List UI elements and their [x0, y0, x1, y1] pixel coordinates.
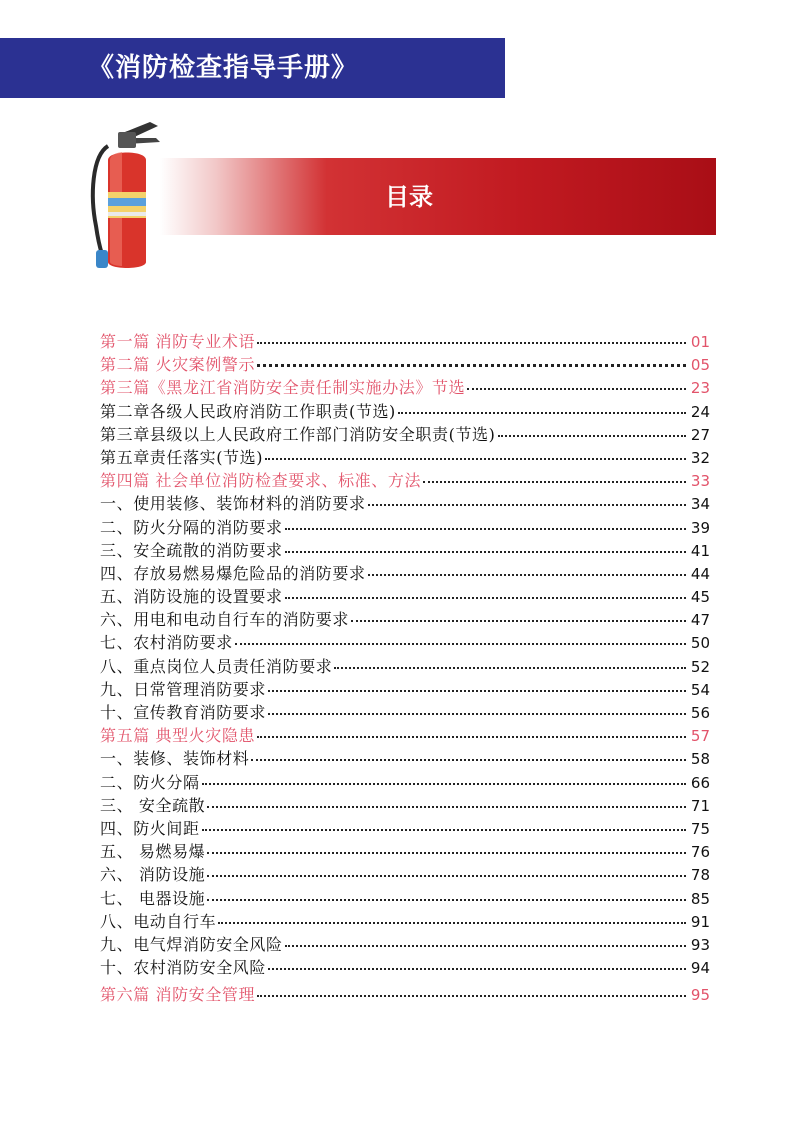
- toc-leader-dots: [257, 338, 686, 344]
- toc-entry-page: 66: [690, 773, 710, 792]
- toc-leader-dots: [207, 895, 686, 901]
- toc-entry-label: 第五章责任落实(节选): [100, 447, 264, 467]
- toc-entry[interactable]: [100, 516, 710, 539]
- toc-entry[interactable]: [100, 608, 710, 631]
- toc-entry[interactable]: [100, 585, 710, 608]
- toc-entry-label: 四、防火间距: [100, 818, 200, 838]
- toc-entry-page: 05: [690, 356, 710, 375]
- toc-entry-page: 32: [690, 448, 710, 467]
- fire-extinguisher-icon: [86, 116, 170, 274]
- toc-entry-page: 58: [690, 750, 710, 769]
- toc-entry-page: 71: [690, 796, 710, 815]
- toc-entry[interactable]: [100, 701, 710, 724]
- toc-banner: [160, 158, 716, 235]
- toc-entry-label: 第一篇 消防专业术语: [100, 332, 256, 351]
- toc-leader-dots: [285, 524, 686, 530]
- toc-entry[interactable]: [100, 771, 710, 794]
- toc-entry-page: 41: [690, 541, 710, 560]
- document-title: 《消防检查指导手册》: [88, 53, 359, 83]
- toc-entry-page: 56: [690, 704, 710, 722]
- toc-leader-dots: [268, 686, 686, 692]
- toc-entry-label: 二、防火分隔: [100, 772, 200, 792]
- toc-entry-label: 第六篇 消防安全管理: [100, 985, 256, 1005]
- toc-entry-page: 91: [690, 912, 710, 931]
- toc-entry[interactable]: [100, 631, 710, 654]
- toc-entry-label: 八、电动自行车: [100, 911, 217, 931]
- toc-entry-label: 七、农村消防要求: [100, 633, 233, 653]
- toc-leader-dots: [235, 639, 686, 645]
- toc-entry-label: 六、用电和电动自行车的消防要求: [100, 610, 350, 630]
- toc-leader-dots: [257, 732, 686, 738]
- toc-entry[interactable]: [100, 423, 710, 446]
- toc-entry[interactable]: [100, 817, 710, 840]
- toc-leader-dots: [398, 408, 686, 414]
- toc-leader-dots: [202, 779, 686, 785]
- toc-leader-dots: [207, 871, 686, 877]
- toc-leader-dots: [207, 848, 686, 854]
- toc-entry-label: 七、 电器设施: [100, 888, 206, 908]
- toc-leader-dots: [498, 431, 687, 437]
- toc-leader-dots: [257, 360, 686, 367]
- toc-entry-page: 47: [690, 611, 710, 630]
- toc-leader-dots: [334, 663, 686, 669]
- toc-leader-dots: [467, 384, 686, 390]
- toc-entry-page: 44: [690, 564, 710, 583]
- toc-entry-label: 第二章各级人民政府消防工作职责(节选): [100, 401, 396, 421]
- toc-entry[interactable]: [100, 539, 710, 562]
- toc-leader-dots: [251, 755, 686, 761]
- toc-entry-label: 三、安全疏散的消防要求: [100, 540, 283, 560]
- toc-leader-dots: [368, 500, 686, 506]
- toc-entry[interactable]: [100, 933, 710, 956]
- toc-entry-label: 九、日常管理消防要求: [100, 679, 267, 699]
- table-of-contents: [100, 330, 710, 1006]
- toc-leader-dots: [218, 918, 686, 924]
- toc-entry-page: 52: [690, 657, 710, 676]
- toc-entry-label: 十、农村消防安全风险: [100, 958, 267, 978]
- toc-entry-page: 75: [690, 819, 710, 838]
- toc-entry[interactable]: [100, 910, 710, 933]
- toc-entry[interactable]: [100, 840, 710, 863]
- toc-entry-page: 85: [690, 889, 710, 908]
- toc-entry-label: 第二篇 火灾案例警示: [100, 355, 256, 375]
- toc-entry-label: 四、存放易燃易爆危险品的消防要求: [100, 563, 366, 583]
- toc-entry-label: 第三篇《黑龙江省消防安全责任制实施办法》节选: [100, 378, 466, 398]
- toc-entry-label: 一、装修、装饰材料: [100, 749, 250, 769]
- toc-entry-label: 九、电气焊消防安全风险: [100, 934, 283, 954]
- toc-entry-page: 45: [690, 588, 710, 607]
- toc-leader-dots: [257, 991, 686, 997]
- toc-entry-page: 27: [690, 425, 710, 444]
- toc-entry[interactable]: [100, 562, 710, 585]
- toc-leader-dots: [368, 570, 686, 576]
- toc-part-entry[interactable]: [100, 469, 710, 492]
- toc-entry-label: 十、宣传教育消防要求: [100, 703, 267, 722]
- toc-leader-dots: [285, 593, 686, 599]
- toc-entry-page: 93: [690, 935, 710, 954]
- toc-entry[interactable]: [100, 678, 710, 701]
- toc-part-entry[interactable]: [100, 376, 710, 399]
- toc-entry[interactable]: [100, 794, 710, 817]
- toc-entry[interactable]: [100, 492, 710, 515]
- toc-entry-page: 24: [690, 402, 710, 421]
- toc-entry-page: 54: [690, 680, 710, 699]
- toc-entry-label: 三、 安全疏散: [100, 795, 206, 815]
- toc-entry[interactable]: [100, 887, 710, 910]
- toc-leader-dots: [202, 825, 686, 831]
- toc-entry-page: 95: [690, 986, 710, 1005]
- toc-entry-page: 33: [690, 472, 710, 491]
- toc-entry-page: 39: [690, 518, 710, 537]
- toc-part-entry[interactable]: [100, 330, 710, 353]
- toc-entry-page: 94: [690, 959, 710, 978]
- toc-entry-page: 23: [690, 379, 710, 398]
- toc-leader-dots: [268, 709, 686, 715]
- toc-entry[interactable]: [100, 446, 710, 469]
- toc-entry-label: 第五篇 典型火灾隐患: [100, 726, 256, 746]
- toc-entry[interactable]: [100, 400, 710, 423]
- toc-entry-label: 第四篇 社会单位消防检查要求、标准、方法: [100, 471, 422, 491]
- toc-entry-label: 八、重点岗位人员责任消防要求: [100, 656, 333, 676]
- toc-leader-dots: [285, 941, 686, 947]
- toc-entry[interactable]: [100, 863, 710, 886]
- toc-entry-label: 五、消防设施的设置要求: [100, 587, 283, 607]
- toc-entry-page: 34: [690, 495, 710, 514]
- toc-entry-label: 第三章县级以上人民政府工作部门消防安全职责(节选): [100, 424, 496, 444]
- toc-heading: 目录: [385, 183, 433, 211]
- toc-entry-page: 50: [690, 634, 710, 653]
- toc-entry-label: 五、 易燃易爆: [100, 842, 206, 862]
- toc-part-entry[interactable]: [100, 983, 710, 1006]
- toc-leader-dots: [207, 802, 686, 808]
- header-bar: [0, 38, 505, 98]
- toc-entry-page: 76: [690, 843, 710, 862]
- toc-entry-label: 一、使用装修、装饰材料的消防要求: [100, 494, 366, 514]
- toc-entry-page: 01: [690, 333, 710, 351]
- toc-entry[interactable]: [100, 747, 710, 770]
- toc-entry-page: 78: [690, 866, 710, 885]
- toc-entry-label: 六、 消防设施: [100, 865, 206, 885]
- toc-leader-dots: [265, 454, 686, 460]
- toc-entry[interactable]: [100, 655, 710, 678]
- toc-entry[interactable]: [100, 956, 710, 979]
- toc-leader-dots: [268, 964, 686, 970]
- toc-part-entry[interactable]: [100, 724, 710, 747]
- toc-entry-label: 二、防火分隔的消防要求: [100, 517, 283, 537]
- toc-entry-page: 57: [690, 727, 710, 746]
- toc-leader-dots: [351, 616, 686, 622]
- toc-leader-dots: [285, 547, 686, 553]
- toc-leader-dots: [423, 477, 686, 483]
- toc-part-entry[interactable]: [100, 353, 710, 376]
